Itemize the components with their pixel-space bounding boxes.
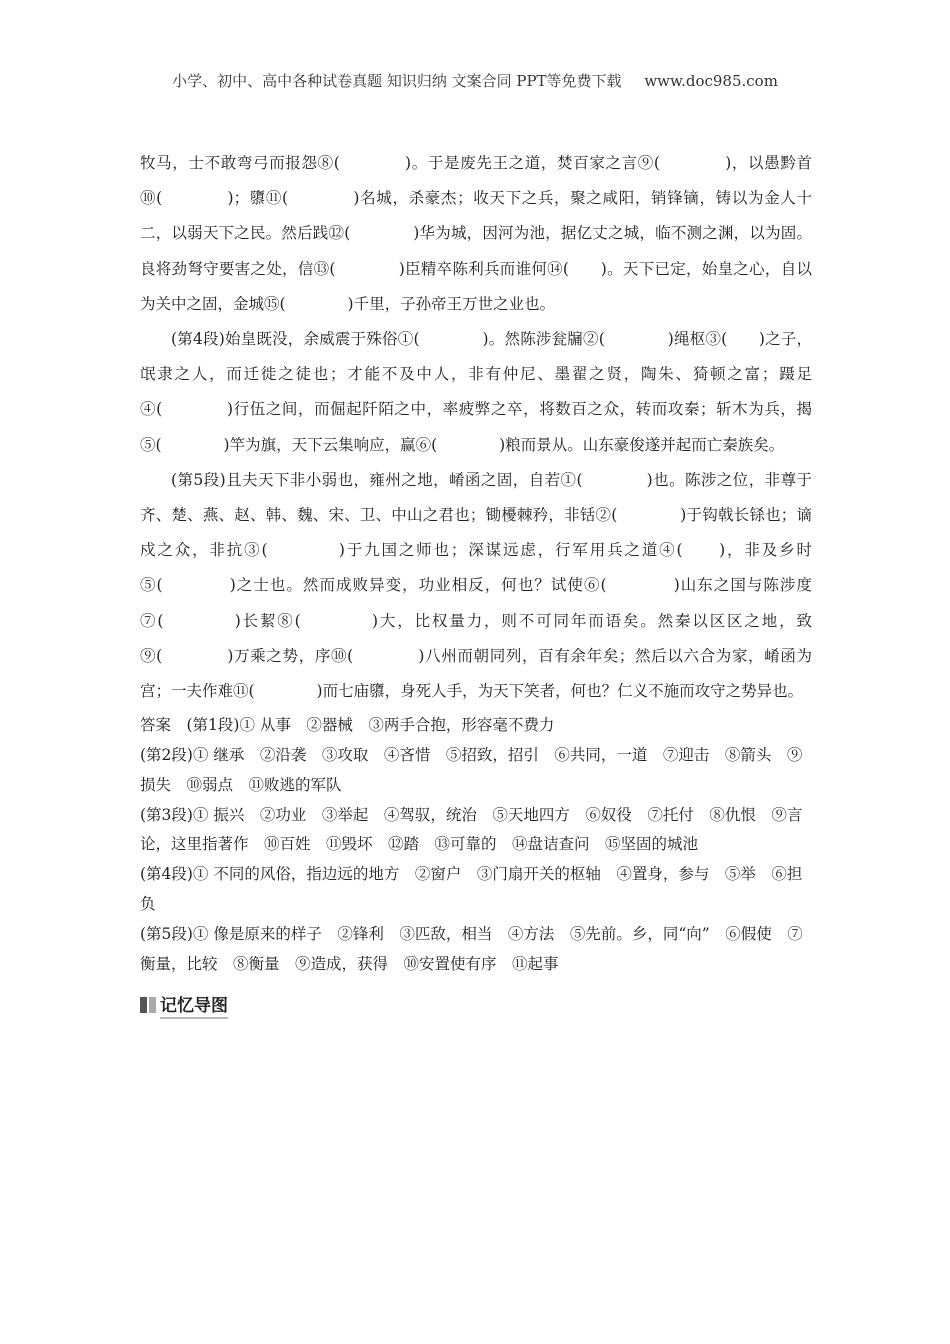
passage-paragraph-5: (第5段)且夫天下非小弱也，雍州之地，崤函之固，自若①( )也。陈涉之位，非尊于齐、楚、燕、赵、韩、魏、宋、卫、中山之君也；锄櫌棘矜，非铦②( )于钩戟长铩也；谪戍之众，非抗③( )于九国之师也；深谋远虑，行军用兵之道④( )，非及乡时⑤( )之士也。然而成败异变，功业相反，何也？试使⑥( )山东之国与陈涉度⑦( )长絜⑧( )大，比权量力，则不可同年而语矣。然秦以区区之地，致⑨( )万乘之势，序⑩( )八州而朝同列，百有余年矣；然后以六合为家，崤函为宫；一夫作难⑪( )而七庙隳，身死人手，为天下笑者，何也？仁义不施而攻守之势异也。	[140, 470, 812, 701]
page-header	[0, 70, 950, 91]
section-marker-icon	[140, 997, 156, 1013]
header-url[interactable]: www.doc985.com	[644, 72, 778, 90]
header-text: 小学、初中、高中各种试卷真题 知识归纳 文案合同 PPT等免费下载	[172, 72, 622, 90]
answer-para-2: (第2段)① 继承 ②沿袭 ③攻取 ④吝惜 ⑤招致，招引 ⑥共同，一道 ⑦迎击 ⑧箭头 ⑨损失 ⑩弱点 ⑪败逃的军队	[140, 746, 803, 794]
passage-paragraph-3: 牧马，士不敢弯弓而报怨⑧( )。于是废先王之道，焚百家之言⑨( )，以愚黔首⑩( )；隳⑪( )名城，杀豪杰；收天下之兵，聚之咸阳，销锋镝，铸以为金人十二，以弱天下之民。然后践⑫( )华为城，因河为池，据亿丈之城，临不测之渊，以为固。良将劲弩守要害之处，信⑬( )臣精卒陈利兵而谁何⑭( )。天下已定，始皇之心，自以为关中之固，金城⑮( )千里，子孙帝王万世之业也。	[140, 154, 812, 313]
section-title: 记忆导图	[160, 991, 228, 1019]
answer-section	[140, 711, 812, 979]
answer-para-4: (第4段)① 不同的风俗，指边远的地方 ②窗户 ③门扇开关的枢轴 ④置身，参与 ⑤举 ⑥担负	[140, 865, 803, 914]
section-heading	[140, 991, 812, 1019]
answer-para-1: 答案 (第1段)① 从事 ②器械 ③两手合抱，形容毫不费力	[140, 716, 555, 735]
answer-para-5: (第5段)① 像是原来的样子 ②锋利 ③匹敌，相当 ④方法 ⑤先前。乡，同“向” ⑥假使 ⑦衡量，比较 ⑧衡量 ⑨造成，获得 ⑩安置使有序 ⑪起事	[140, 924, 803, 973]
document-body	[140, 146, 812, 1019]
answer-para-3: (第3段)① 振兴 ②功业 ③举起 ④驾驭，统治 ⑤天地四方 ⑥奴役 ⑦托付 ⑧仇恨 ⑨言论，这里指著作 ⑩百姓 ⑪毁坏 ⑫踏 ⑬可靠的 ⑭盘诘查问 ⑮坚固的城池	[140, 805, 803, 854]
passage-paragraph-4: (第4段)始皇既没，余威震于殊俗①( )。然陈涉瓮牖②( )绳枢③( )之子，氓隶之人，而迁徙之徒也；才能不及中人，非有仲尼、墨翟之贤，陶朱、猗顿之富；蹑足④( )行伍之间，而倔起阡陌之中，率疲弊之卒，将数百之众，转而攻秦；斩木为兵，揭⑤( )竿为旗，天下云集响应，赢⑥( )粮而景从。山东豪俊遂并起而亡秦族矣。	[140, 330, 812, 454]
